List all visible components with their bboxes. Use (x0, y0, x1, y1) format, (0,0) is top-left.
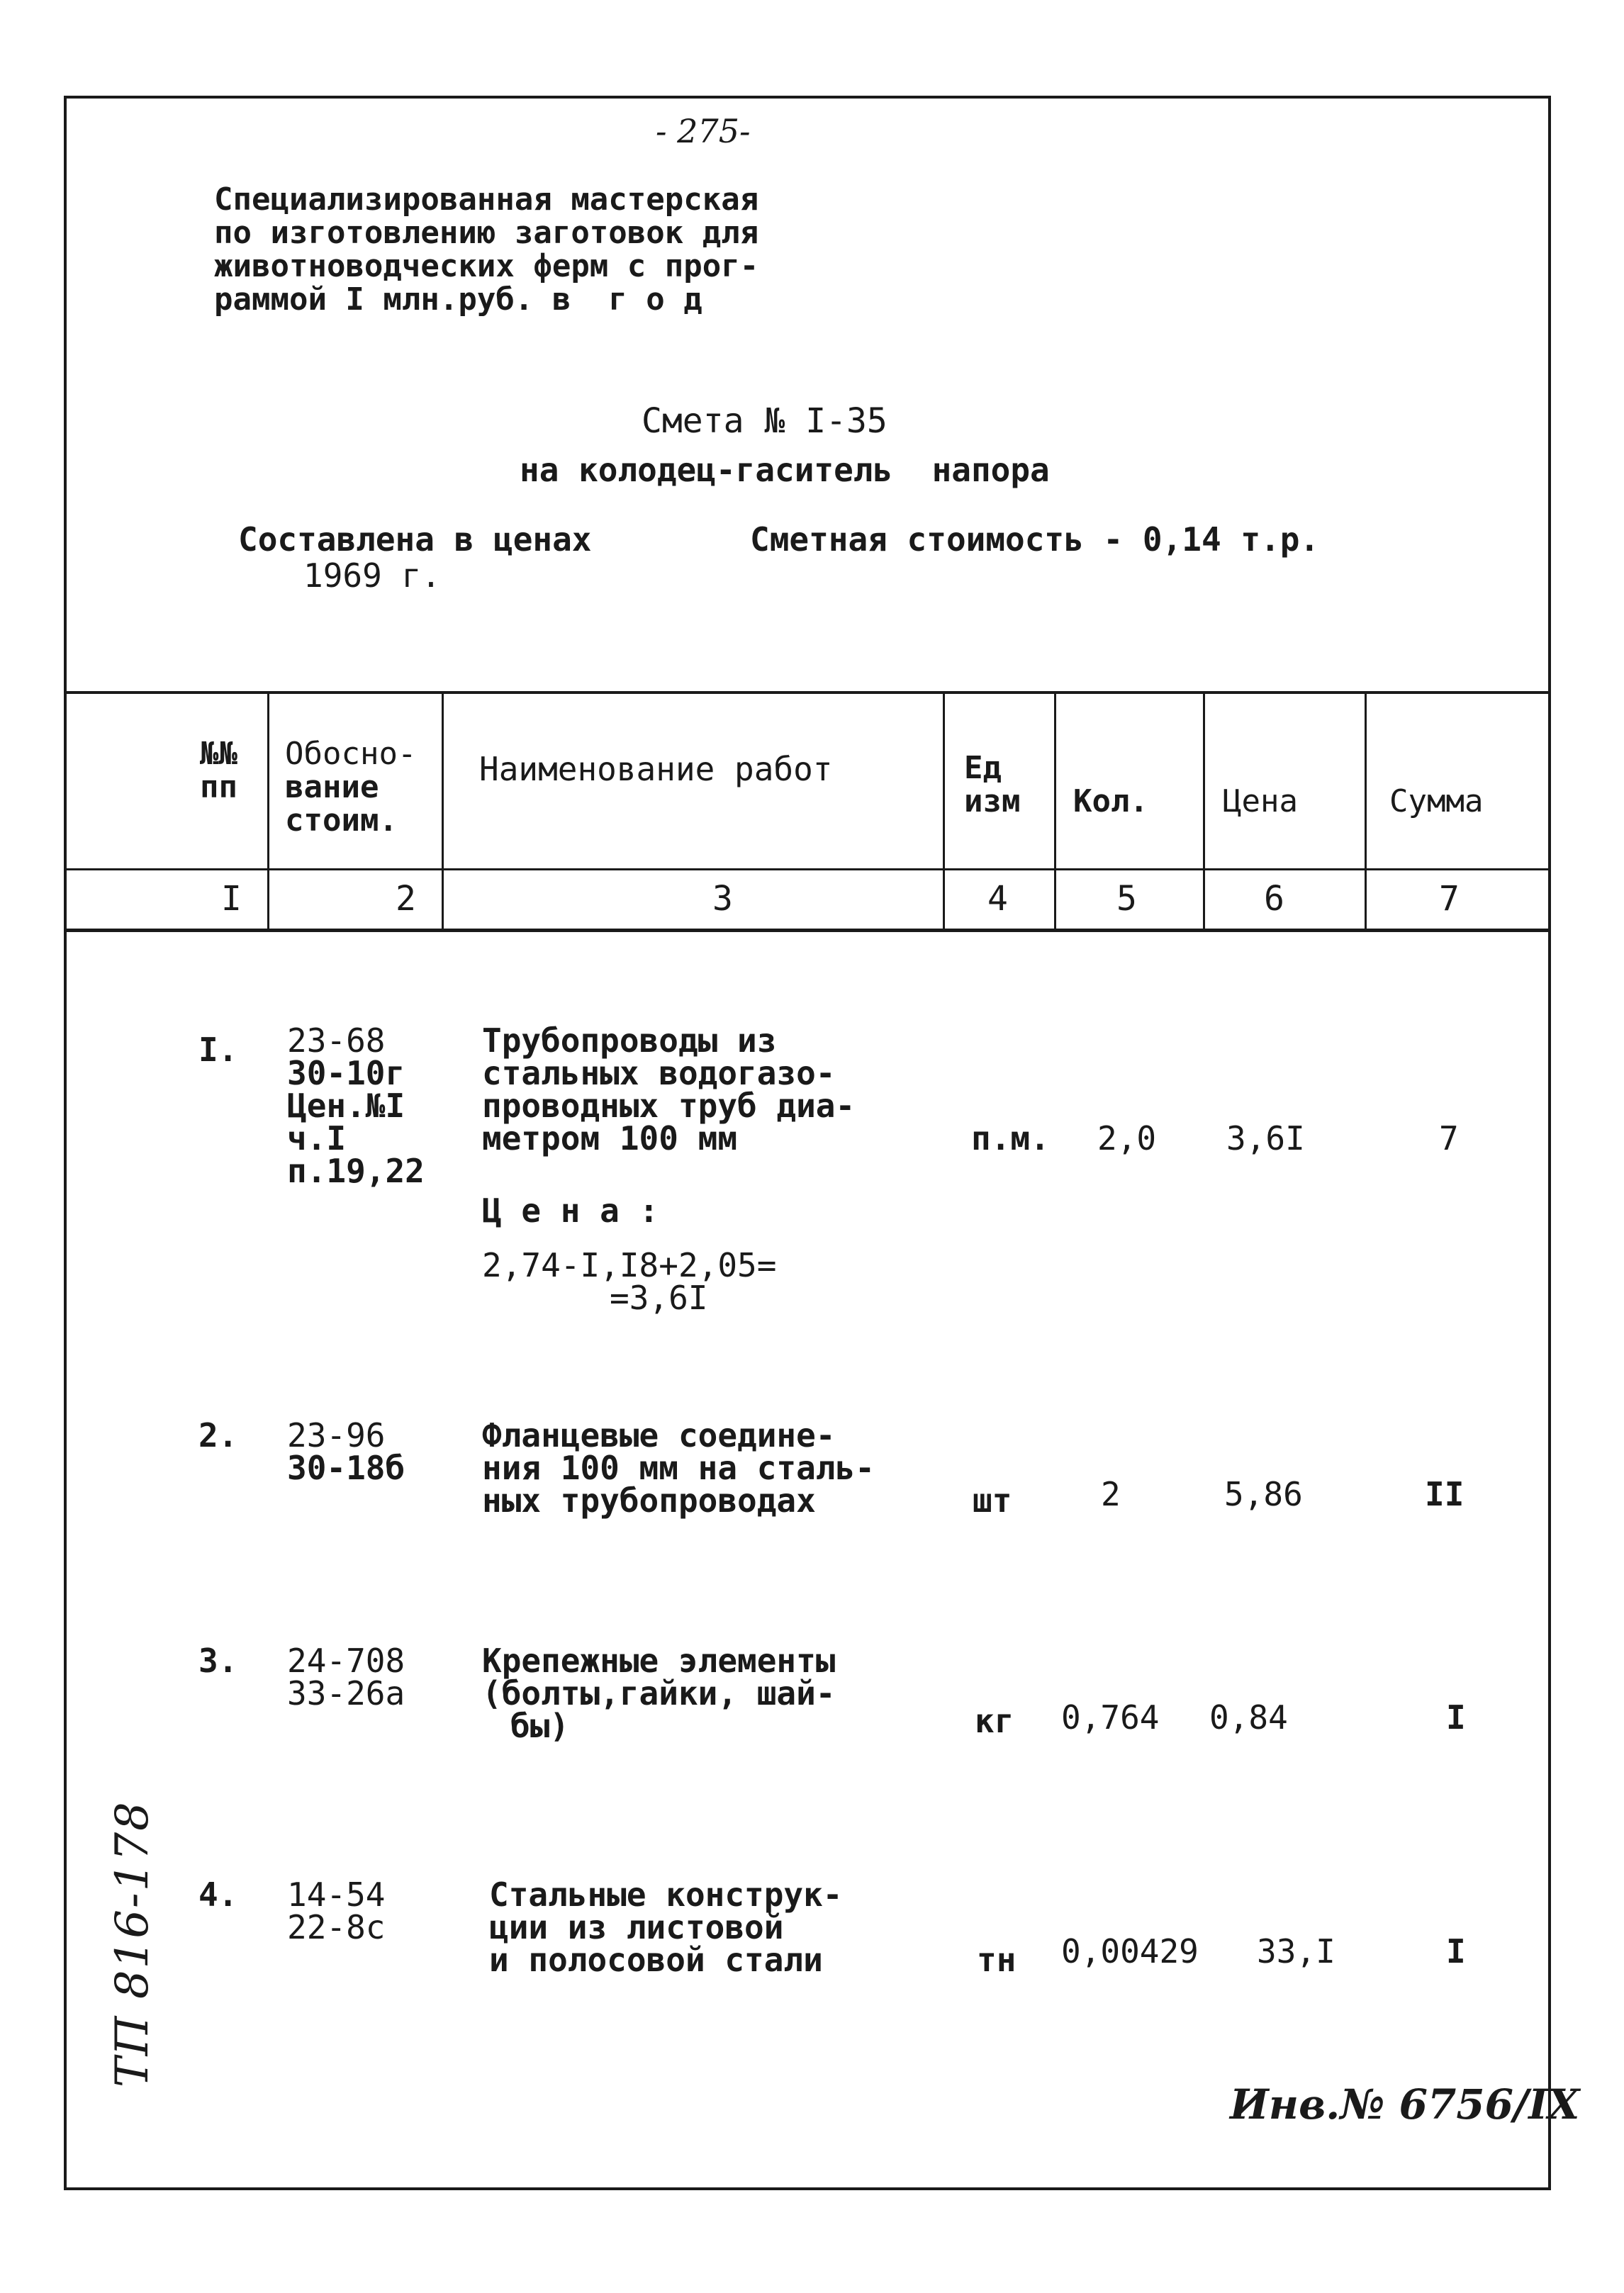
row-unit: шт (973, 1481, 1012, 1520)
row-name-line: ции из листовой (489, 1908, 784, 1946)
row-basis-line: Цен.№I (287, 1087, 405, 1125)
header-line-3: животноводческих ферм с прог- (214, 248, 759, 284)
header-name: Наименование работ (479, 750, 833, 788)
row-number: 3. (198, 1642, 238, 1680)
col-divider-2 (442, 693, 444, 930)
row-name-line: метром 100 мм (482, 1119, 738, 1157)
header-basis-line-1: Обосно- (285, 736, 417, 772)
row-name-line: Крепежные элементы (482, 1642, 836, 1680)
row-sum: I (1446, 1698, 1466, 1737)
row-name-line: стальных водогазо- (482, 1054, 836, 1092)
row-qty: 2,0 (1097, 1119, 1157, 1157)
side-stamp: ТП 816-178 (106, 1800, 159, 2087)
row-price: 3,6I (1226, 1119, 1305, 1157)
colnum-2: 2 (396, 879, 416, 919)
row-basis-line: 22-8с (287, 1908, 386, 1946)
col-divider-1 (267, 693, 269, 930)
row-basis-line: 23-96 (287, 1416, 386, 1454)
header-sum: Сумма (1389, 783, 1484, 819)
row-name-line: бы) (510, 1707, 570, 1745)
colnum-7: 7 (1439, 879, 1460, 919)
header-basis-line-2: вание (285, 769, 379, 805)
colnum-1: I (221, 879, 242, 919)
row-basis-line: 30-10г (287, 1054, 405, 1092)
colnum-bottom-border (65, 929, 1550, 932)
row-number: I. (198, 1031, 238, 1069)
row-name-line: Трубопроводы из (482, 1021, 777, 1060)
row-name-line: и полосовой стали (489, 1941, 823, 1979)
row-price: 33,I (1257, 1932, 1335, 1970)
header-unit-line-2: изм (964, 783, 1021, 819)
col-divider-6 (1365, 693, 1367, 930)
row-unit: тн (977, 1941, 1017, 1979)
col-divider-5 (1203, 693, 1205, 930)
header-line-1: Специализированная мастерская (214, 181, 759, 218)
row-name-line: (болты,гайки, шай- (482, 1674, 836, 1712)
estimate-title: Смета № I-35 (642, 401, 887, 441)
row-sum: II (1425, 1475, 1465, 1513)
colnum-3: 3 (712, 879, 733, 919)
page-number: - 275- (656, 112, 751, 150)
colnum-5: 5 (1116, 879, 1137, 919)
col-divider-4 (1054, 693, 1056, 930)
row-unit: п.м. (971, 1119, 1050, 1157)
header-num-line-1: №№ (200, 736, 237, 772)
header-qty: Кол. (1073, 783, 1148, 819)
compiled-prices-label: Составлена в ценах (238, 520, 592, 559)
row-number: 4. (198, 1876, 238, 1914)
header-unit-line-1: Ед (964, 750, 1002, 786)
price-note-label: Ц е н а : (482, 1192, 659, 1230)
row-basis-line: 23-68 (287, 1021, 386, 1060)
header-num-line-2: пп (200, 769, 237, 805)
row-basis-line: п.19,22 (287, 1152, 425, 1190)
row-sum: I (1446, 1932, 1466, 1970)
colnum-4: 4 (987, 879, 1008, 919)
header-basis-line-3: стоим. (285, 802, 398, 839)
row-basis-line: ч.I (287, 1119, 347, 1157)
table-top-border (65, 691, 1550, 694)
row-qty: 2 (1101, 1475, 1121, 1513)
row-name-line: ных трубопроводах (482, 1481, 816, 1520)
row-qty: 0,00429 (1061, 1932, 1199, 1970)
price-formula-line-2: =3,6I (610, 1279, 708, 1317)
row-basis-line: 24-708 (287, 1642, 405, 1680)
row-name-line: ния 100 мм на сталь- (482, 1449, 875, 1487)
compiled-prices-year: 1969 г. (303, 556, 441, 595)
row-qty: 0,764 (1061, 1698, 1160, 1737)
row-basis-line: 33-26а (287, 1674, 405, 1712)
row-number: 2. (198, 1416, 238, 1454)
price-formula-line-1: 2,74-I,I8+2,05= (482, 1246, 777, 1284)
col-divider-3 (943, 693, 945, 930)
inventory-number: Инв.№ 6756/IX (1230, 2080, 1580, 2129)
row-sum: 7 (1439, 1119, 1459, 1157)
header-line-2: по изготовлению заготовок для (214, 215, 759, 251)
row-name-line: проводных труб диа- (482, 1087, 856, 1125)
row-basis-line: 30-18б (287, 1449, 405, 1487)
header-price: Цена (1223, 783, 1298, 819)
row-unit: кг (975, 1702, 1014, 1740)
estimate-subject: на колодец-гаситель напора (520, 451, 1050, 489)
row-name-line: Стальные конструк- (489, 1876, 843, 1914)
row-name-line: Фланцевые соедине- (482, 1416, 836, 1454)
header-line-4: раммой I млн.руб. в г о д (214, 281, 702, 318)
row-price: 5,86 (1224, 1475, 1303, 1513)
estimated-cost: Сметная стоимость - 0,14 т.р. (750, 520, 1320, 559)
row-price: 0,84 (1209, 1698, 1288, 1737)
colnum-6: 6 (1264, 879, 1284, 919)
header-bottom-border (65, 868, 1550, 870)
row-basis-line: 14-54 (287, 1876, 386, 1914)
